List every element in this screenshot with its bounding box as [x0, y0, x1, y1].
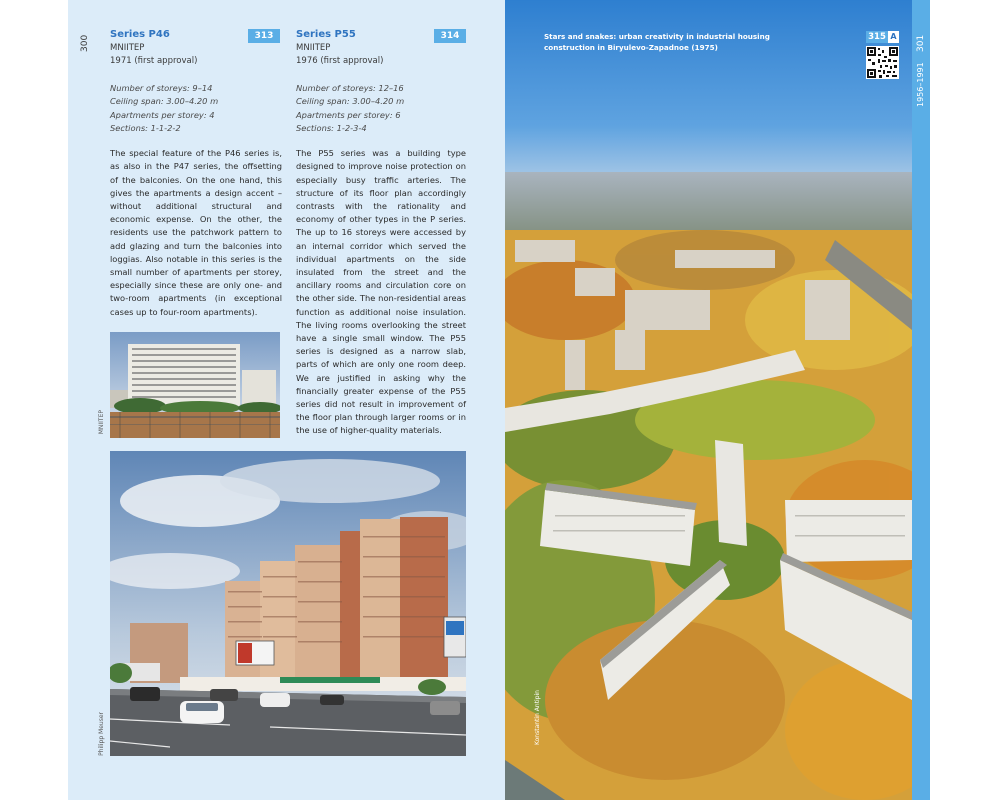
page-number-left: 300 — [80, 34, 90, 52]
series-approval: 1976 (first approval) — [296, 56, 384, 66]
page-number-right: 301 — [916, 34, 926, 52]
photo-credit: MNIITEP — [98, 410, 105, 435]
series-body-text: The P55 series was a building type designed to improve noise protection on especially busy traffic arteries. The structure of its floor plan accordingly contrasts with the rationality and economy of other types in the P series. The up to 16 storeys were accessed by an internal corridor which served the individual apartments on the side insulated from the street and the ancillary rooms and circulation core on the other side. The non-residential areas function as additional noise insulation. The living rooms overlooking the street have a single small window. The P55 series is designed as a narrow slab, parts of which are only one room deep. We are justified in asking why the financially greater expense of the P55 series did not result in improvement of the floor plan through larger rooms or in the use of higher-quality materials. — [296, 148, 466, 436]
series-title: Series P55 — [296, 29, 356, 40]
photo-credit: Konstantin Antipin — [534, 690, 541, 746]
series-specs — [110, 82, 282, 135]
spec-line: Sections: 1-2-3-4 — [296, 122, 367, 133]
series-organization: MNIITEP — [110, 43, 145, 53]
series-title: Series P46 — [110, 29, 170, 40]
series-organization: MNIITEP — [296, 43, 331, 53]
series-approval: 1971 (first approval) — [110, 56, 198, 66]
entry-number-badge: 315 — [866, 31, 888, 43]
spec-line: Apartments per storey: 4 — [110, 109, 215, 120]
spec-line: Apartments per storey: 6 — [296, 109, 401, 120]
series-specs — [296, 82, 466, 135]
spec-line: Sections: 1-1-2-2 — [110, 122, 181, 133]
chapter-years-label: 1956–1991 — [916, 62, 925, 108]
aerial-photo — [505, 0, 912, 800]
series-p46-column — [110, 28, 282, 319]
series-p55-column — [296, 28, 466, 438]
entry-letter-badge: A — [888, 31, 899, 43]
spec-line: Number of storeys: 9–14 — [110, 83, 213, 93]
street-view-photo — [110, 451, 466, 756]
series-body-text: The special feature of the P46 series is, as also in the P47 series, the offsetting of the balconies. On the one hand, this gives the apartments a design accent – without additional structural and economic expense. On the other, the residents use the patchwork pattern to add glazing and turn the balconies into loggias. Also notable in this series is the small number of apartments per storey, especially since these are only one- and two-room apartments (in exceptional cases up to four-room apartments). — [110, 148, 282, 317]
entry-number-badge: 314 — [434, 29, 466, 43]
qr-code[interactable] — [866, 46, 899, 79]
spec-line: Ceiling span: 3.00–4.20 m — [296, 96, 405, 107]
p46-building-photo — [110, 332, 280, 438]
spec-line: Number of storeys: 12–16 — [296, 83, 404, 93]
chapter-side-tab — [912, 0, 930, 800]
photo-caption: Stars and snakes: urban creativity in industrial housing construction in Biryulevo-Zapadnoe (1975) — [544, 32, 770, 52]
entry-number-badge: 313 — [248, 29, 280, 43]
spec-line: Ceiling span: 3.00–4.20 m — [110, 96, 219, 107]
photo-credit: Philipp Meuser — [98, 712, 105, 756]
